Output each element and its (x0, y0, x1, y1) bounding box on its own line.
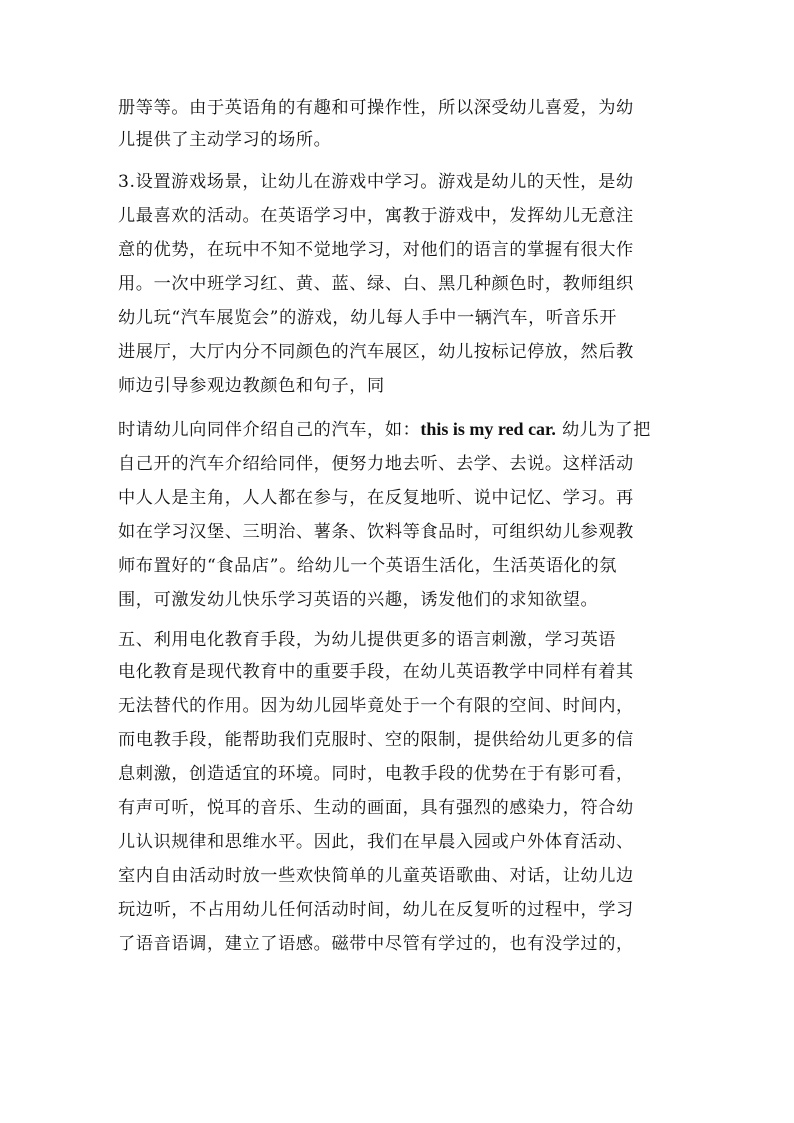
text-line: 3.设置游戏场景，让幼儿在游戏中学习。游戏是幼儿的天性，是幼 (118, 172, 634, 192)
text-line: 幼儿玩“汽车展览会”的游戏，幼儿每人手中一辆汽车，听音乐开 (118, 308, 618, 328)
text-line: 儿提供了主动学习的场所。 (118, 130, 332, 150)
text-line: 中人人是主角，人人都在参与，在反复地听、说中记忆、学习。再 (118, 488, 634, 508)
text-line: 而电教手段，能帮助我们克服时、空的限制，提供给幼儿更多的信 (118, 730, 634, 750)
text-line: 自己开的汽车介绍给同伴，便努力地去听、去学、去说。这样活动 (118, 454, 634, 474)
text-line: 息刺激，创造适宜的环境。同时，电教手段的优势在于有影可看， (118, 764, 634, 784)
text-line: 有声可听，悦耳的音乐、生动的画面，具有强烈的感染力，符合幼 (118, 798, 634, 818)
text-line: 册等等。由于英语角的有趣和可操作性，所以深受幼儿喜爱，为幼 (118, 98, 634, 118)
text-line: 用。一次中班学习红、黄、蓝、绿、白、黑几种颜色时，教师组织 (118, 274, 634, 294)
text-line: 无法替代的作用。因为幼儿园毕竟处于一个有限的空间、时间内， (118, 696, 634, 716)
text-segment: 幼儿为了把 (555, 420, 651, 440)
text-line: 意的优势，在玩中不知不觉地学习，对他们的语言的掌握有很大作 (118, 240, 634, 260)
text-line: 师边引导参观边教颜色和句子，同 (118, 376, 385, 396)
section-heading: 五、利用电化教育手段，为幼儿提供更多的语言刺激，学习英语 (118, 630, 617, 650)
text-line: 室内自由活动时放一些欢快简单的儿童英语歌曲、对话，让幼儿边 (118, 866, 634, 886)
text-line: 师布置好的“食品店”。给幼儿一个英语生活化，生活英语化的氛 (118, 556, 618, 576)
text-line: 玩边听，不占用幼儿任何活动时间，幼儿在反复听的过程中，学习 (118, 900, 634, 920)
text-line: 儿最喜欢的活动。在英语学习中，寓教于游戏中，发挥幼儿无意注 (118, 206, 634, 226)
text-segment: 时请幼儿向同伴介绍自己的汽车，如： (118, 420, 421, 440)
text-line-with-english (118, 417, 678, 442)
text-line: 电化教育是现代教育中的重要手段，在幼儿英语教学中同样有着其 (118, 662, 634, 682)
english-example: this is my red car. (420, 419, 556, 439)
text-line: 儿认识规律和思维水平。因此，我们在早晨入园或户外体育活动、 (118, 832, 634, 852)
text-line: 进展厅，大厅内分不同颜色的汽车展区，幼儿按标记停放，然后教 (118, 342, 634, 362)
text-line: 了语音语调，建立了语感。磁带中尽管有学过的，也有没学过的， (118, 934, 634, 954)
text-line: 围，可激发幼儿快乐学习英语的兴趣，诱发他们的求知欲望。 (118, 590, 599, 610)
text-line: 如在学习汉堡、三明治、薯条、饮料等食品时，可组织幼儿参观教 (118, 522, 634, 542)
